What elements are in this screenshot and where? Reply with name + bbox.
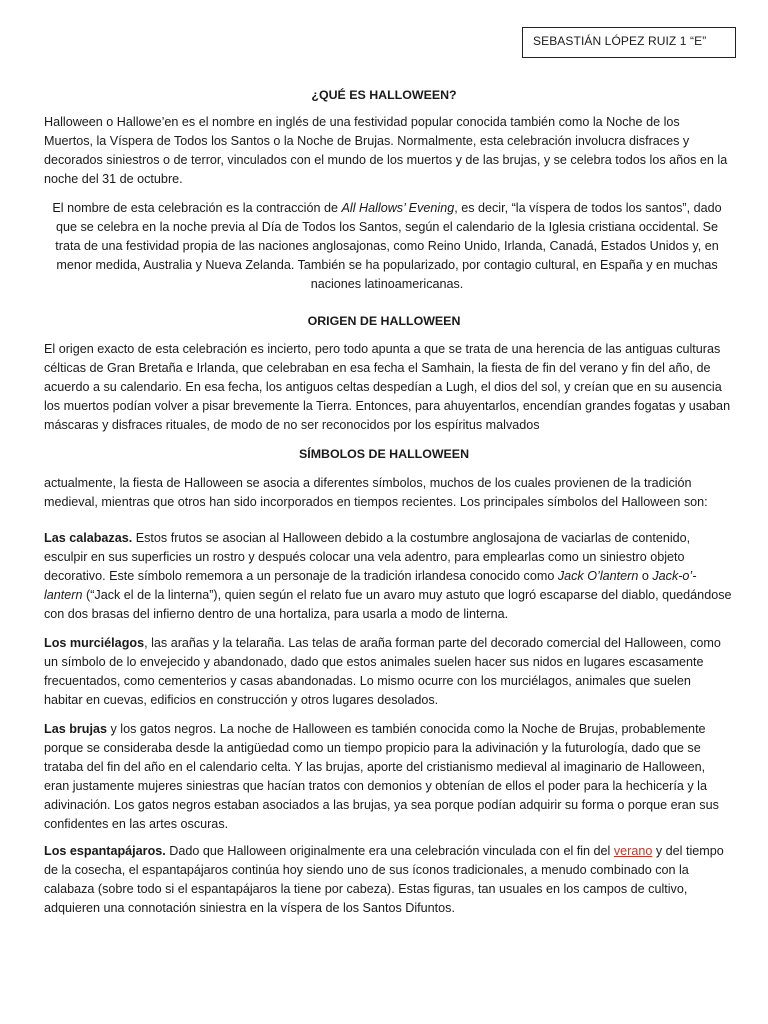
italic-term: All Hallows’ Evening [341,201,455,215]
text-run: , las arañas y la telaraña. Las telas de araña forman parte del decorado comercial del Halloween, como un símbolo de lo envejecido y abandonado, dado que estos animales suelen hacer sus nidos en lugares escasamente frecuentados, como cementerios y casas abandonadas. Lo mismo ocurre con los murciélagos, animales que suelen habitar en cuevas, edificios en construcción y otros lugares desolados. [44,636,721,707]
paragraph-symbols-intro: actualmente, la fiesta de Halloween se asocia a diferentes símbolos, muchos de los cuales provienen de la tradición medieval, mientras que otros han sido incorporados en tiempos recientes. Los principales símbolos del Halloween son: [44,476,708,509]
text-run: y del tiempo de la cosecha, el espantapájaros continúa hoy siendo uno de sus íconos tradicionales, a menudo combinado con la calabaza (sobre todo si el espantapájaros la tiene por cabeza). Estas figuras, tan usuales en los campos de cultivo, adquieren una connotación siniestra en la víspera de los Santos Difuntos. [44,844,724,915]
italic-term: Jack-o’-lantern [44,569,697,602]
text-run: Estos frutos se asocian al Halloween debido a la costumbre anglosajona de vaciarlas de contenido, esculpir en sus superficies un rostro y después colocar una vela adentro, para emplearlas como un siniestro objeto decorativo. Este símbolo rememora a un personaje de la tradición irlandesa conocido como [44,531,691,583]
heading-simbolos: SÍMBOLOS DE HALLOWEEN [298,447,470,461]
paragraph-name-origin [42,199,732,294]
paragraph-definition: Halloween o Hallowe’en es el nombre en inglés de una festividad popular conocida también como la Noche de los Muertos, la Víspera de Todos los Santos o la Noche de Brujas. Normalmente, esta celebración involucra disfraces y decorados siniestros o de terror, vinculados con el mundo de los muertos y de las brujas, y se celebra todos los años en la noche del 31 de octubre. [44,115,728,186]
lead-calabazas: Las calabazas. [44,531,133,545]
heading-origen: ORIGEN DE HALLOWEEN [307,314,461,328]
paragraph-murcielagos [44,634,732,710]
text-run: Dado que Halloween originalmente era una celebración vinculada con el fin del [165,844,614,858]
text-run: El nombre de esta celebración es la contracción de [52,201,342,215]
paragraph-brujas [44,720,732,834]
text-run: y los gatos negros. La noche de Halloween es también conocida como la Noche de Brujas, probablemente porque se consideraba desde la antigüedad como un tiempo propicio para la adivinación y la futurología, dado que se trataba del fin del año en el calendario celta. Y las brujas, aporte del cristianismo medieval al imaginario de Halloween, eran justamente mujeres siniestras que hacían tratos con demonios y obtenían de ellos el poder para la hechicería y la adivinación. Los gatos negros estaban asociados a las brujas, ya sea porque podían adquirir su forma o porque eran sus confidentes en las artes oscuras. [44,722,719,831]
paragraph-espantapajaros [44,842,732,918]
paragraph-calabazas [44,529,732,624]
text-run: (“Jack el de la linterna”), quien según el relato fue un avaro muy astuto que logró escaparse del diablo, quedándose con dos brasas del infierno dentro de una hortaliza, para usarla a modo de linterna. [44,588,732,621]
verano-link[interactable]: verano [613,844,653,858]
student-name-box: SEBASTIÁN LÓPEZ RUIZ 1 “E” [522,27,736,58]
text-run: o [638,569,653,583]
lead-espantapajaros: Los espantapájaros. [44,844,166,858]
paragraph-origin: El origen exacto de esta celebración es incierto, pero todo apunta a que se trata de una herencia de las antiguas culturas célticas de Gran Bretaña e Irlanda, que celebraban en esa fecha el Samhain, la fiesta de fin del verano y fin del año, de acuerdo a su calendario. En esa fecha, los antiguos celtas despedían a Lugh, el dios del sol, y creían que en su ausencia los muertos podían volver a pisar brevemente la Tierra. Entonces, para ahuyentarlos, encendían grandes fogatas y usaban máscaras y disfraces rituales, de modo de no ser reconocidos por los espíritus malvados [44,342,731,432]
italic-term: Jack O’lantern [557,569,639,583]
heading-que-es-halloween: ¿QUÉ ES HALLOWEEN? [311,88,457,102]
lead-murcielagos: Los murciélagos [44,636,145,650]
text-run: , es decir, “la víspera de todos los santos”, dado que se celebra en la noche previa al Día de Todos los Santos, según el calendario de la Iglesia cristiana occidental. Se trata de una festividad propia de las naciones anglosajonas, como Reino Unido, Irlanda, Canadá, Estados Unidos y, en menor medida, Australia y Nueva Zelanda. También se ha popularizado, por contagio cultural, en España y en muchas naciones latinoamericanas. [55,201,722,291]
lead-brujas: Las brujas [44,722,107,736]
